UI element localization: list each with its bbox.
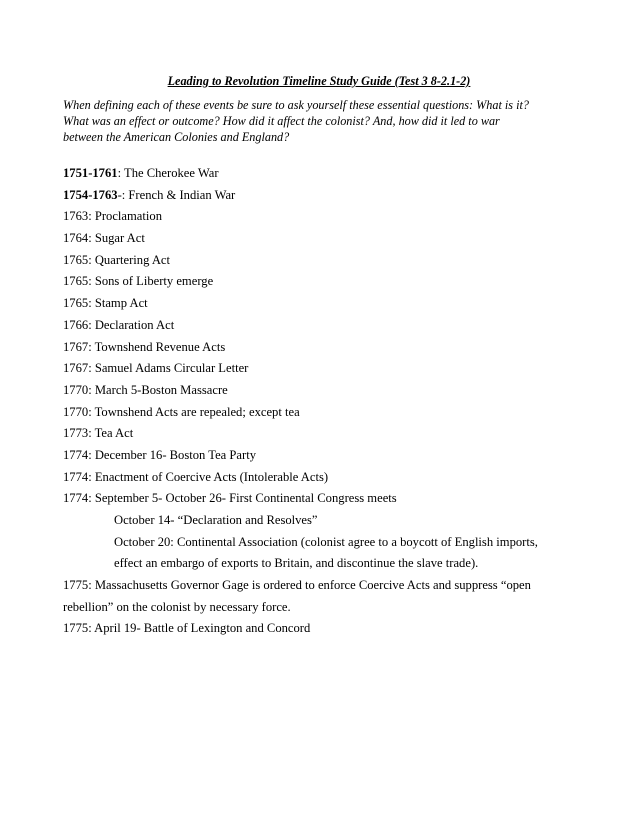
timeline-entry: 1775: Massachusetts Governor Gage is ordered to enforce Coercive Acts and suppress “open [63,578,531,593]
timeline-entry: 1770: Townshend Acts are repealed; except tea [63,404,300,419]
timeline-subentry: October 20: Continental Association (colonist agree to a boycott of English imports, [114,534,538,549]
intro-line: What was an effect or outcome? How did it affect the colonist? And, how did it led to war [63,114,500,129]
timeline-entry: 1773: Tea Act [63,426,134,441]
timeline-entry: 1770: March 5-Boston Massacre [63,382,228,397]
timeline-entry: 1767: Samuel Adams Circular Letter [63,361,249,376]
timeline-entry: 1774: Enactment of Coercive Acts (Intolerable Acts) [63,469,329,484]
intro-line: between the American Colonies and England? [63,130,290,145]
timeline-entry [63,185,583,207]
timeline-entry: 1765: Stamp Act [63,296,148,311]
timeline-entry: rebellion” on the colonist by necessary force. [63,599,291,614]
timeline-subentry: October 14- “Declaration and Resolves” [114,513,318,527]
timeline-entry: 1765: Quartering Act [63,252,171,267]
entry-text: : The Cherokee War [117,166,219,180]
timeline-entry: 1763: Proclamation [63,209,162,224]
entry-years: 1754-1763 [63,187,118,202]
timeline-entry: 1767: Townshend Revenue Acts [63,339,226,354]
timeline-subentry: effect an embargo of exports to Britain, and discontinue the slave trade). [114,556,479,571]
timeline-entry [63,163,583,185]
timeline-entry: 1764: Sugar Act [63,231,145,246]
entry-text: -: French & Indian War [117,187,236,202]
timeline-entry: 1765: Sons of Liberty emerge [63,274,214,289]
intro-paragraph [63,97,578,146]
entry-years: 1751-1761 [63,166,118,180]
timeline-entry: 1766: Declaration Act [63,317,175,332]
timeline-list [63,163,583,640]
timeline-entry: 1774: September 5- October 26- First Continental Congress meets [63,491,397,506]
timeline-entry: 1775: April 19- Battle of Lexington and Concord [63,621,311,636]
intro-line: When defining each of these events be sure to ask yourself these essential questions: What is it? [63,98,529,112]
timeline-entry: 1774: December 16- Boston Tea Party [63,447,256,462]
page-title: Leading to Revolution Timeline Study Guide (Test 3 8-2.1-2) [167,74,471,88]
